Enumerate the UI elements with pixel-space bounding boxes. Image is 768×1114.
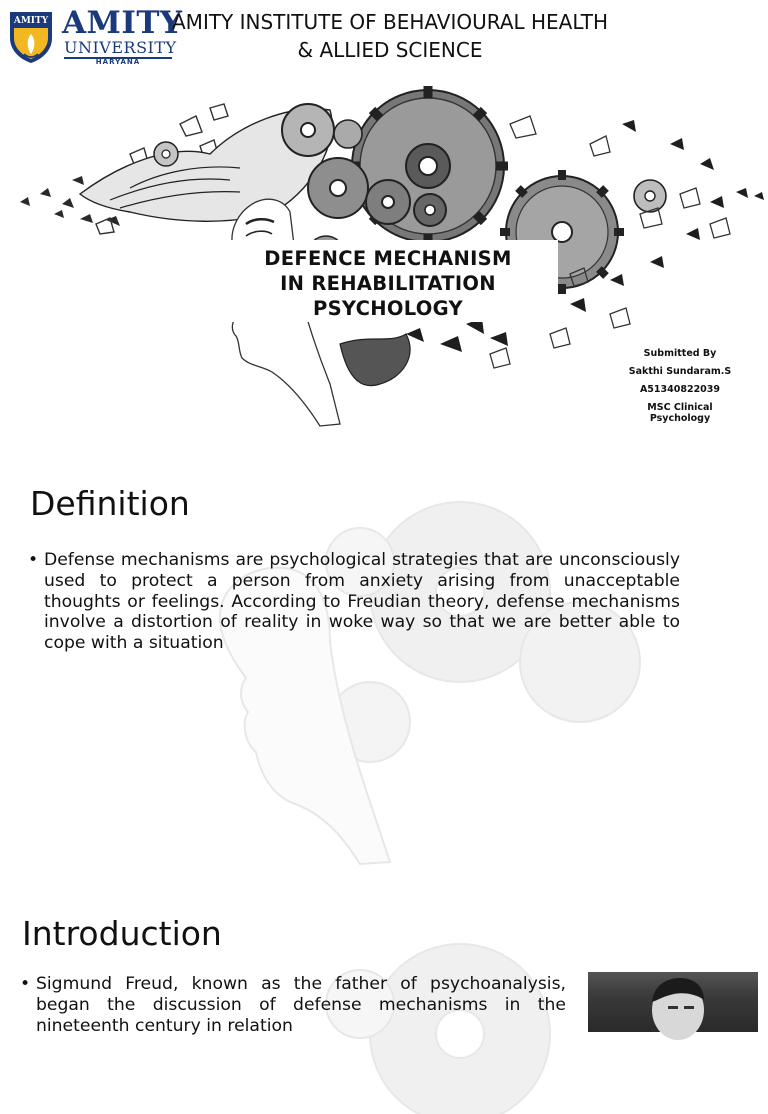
introduction-slide xyxy=(0,884,768,1036)
course-line-1: MSC Clinical xyxy=(647,402,713,413)
definition-bullet xyxy=(28,550,680,654)
introduction-text: Sigmund Freud, known as the father of psychoanalysis, began the discussion of defense mechanisms in the nineteenth century in relation xyxy=(36,974,566,1036)
portrait-figure xyxy=(588,972,758,1032)
definition-slide xyxy=(0,442,768,882)
submitted-by-label: Submitted By xyxy=(643,348,717,359)
amity-shield-icon xyxy=(6,8,56,64)
course-name xyxy=(626,402,734,424)
definition-text: Defense mechanisms are psychological strategies that are unconsciously used to protect a person from anxiety arising from unacceptable thoughts or feelings. According to Freudian theory, defense mechanisms involve a distortion of reality in woke way so that we are better able to cope with a situation xyxy=(44,550,680,654)
title-slide xyxy=(0,0,768,440)
gear-head-watermark xyxy=(160,472,720,872)
student-name: Sakthi Sundaram.S xyxy=(628,366,732,377)
freud-portrait-photo xyxy=(588,972,758,1032)
definition-heading: Definition xyxy=(30,484,190,523)
institute-title xyxy=(140,8,640,64)
logo-university: UNIVERSITY xyxy=(64,38,177,57)
title-line-2: IN REHABILITATION xyxy=(280,272,496,295)
bullet-dot: • xyxy=(20,974,31,994)
introduction-heading: Introduction xyxy=(22,914,222,953)
logo-wordmark: AMITY xyxy=(62,5,183,41)
title-line-1: DEFENCE MECHANISM xyxy=(264,247,512,270)
student-id: A51340822039 xyxy=(639,384,721,395)
course-line-2: Psychology xyxy=(649,413,711,424)
logo-state: HARYANA xyxy=(95,58,141,66)
institute-line-1: AMITY INSTITUTE OF BEHAVIOURAL HEALTH xyxy=(172,10,608,34)
submission-details xyxy=(626,348,734,424)
title-line-3: PSYCHOLOGY xyxy=(313,297,463,320)
presentation-title xyxy=(218,240,558,322)
institute-line-2: & ALLIED SCIENCE xyxy=(297,38,483,62)
introduction-bullet xyxy=(20,974,566,1036)
shield-text: AMITY xyxy=(13,16,49,26)
bullet-dot: • xyxy=(28,550,39,570)
